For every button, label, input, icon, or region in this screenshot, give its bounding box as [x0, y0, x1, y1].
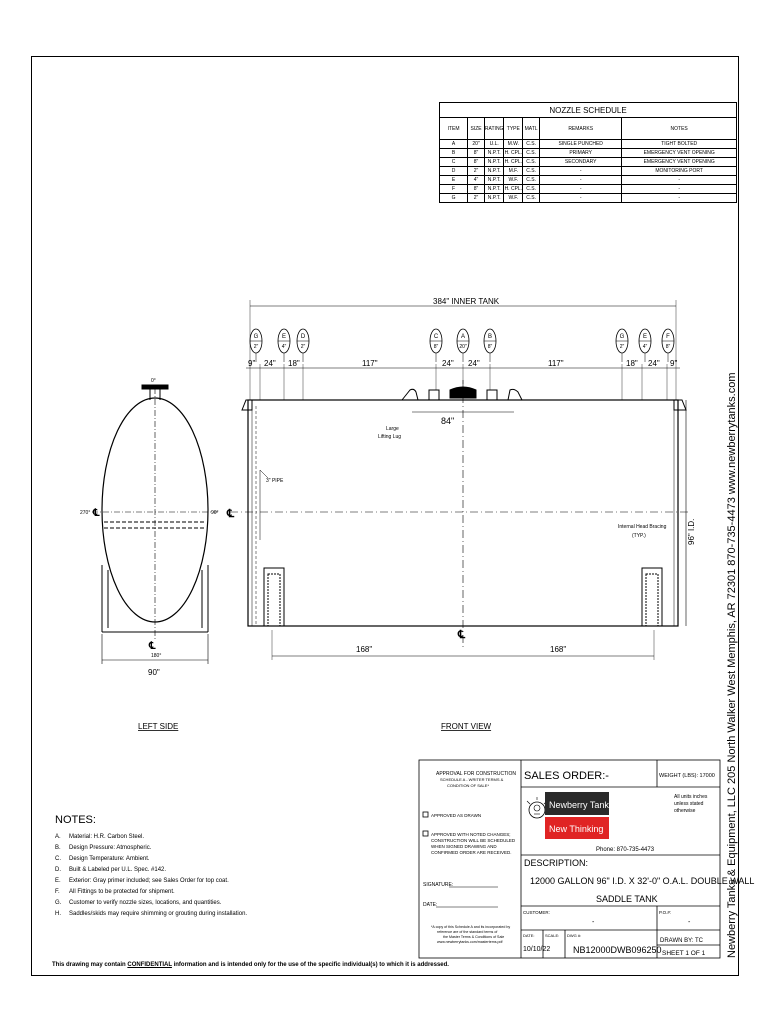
approved-with-notes-4: CONFIRMED ORDER ARE RECEIVED.	[431, 850, 512, 855]
units-note-3: otherwise	[674, 808, 696, 814]
nozzle-bubble-item: G	[619, 334, 625, 340]
nozzle-bubble-size: 8"	[433, 344, 439, 350]
lug-gap-dim: 84"	[441, 416, 455, 426]
nozzle-cell: -	[540, 185, 622, 194]
nozzle-bubbles	[250, 329, 674, 362]
brand-top-text: Newberry Tanks	[549, 800, 614, 810]
nozzle-cell: EMERGENCY VENT OPENING	[622, 149, 737, 158]
approved-as-drawn: APPROVED AS DRAWN	[431, 813, 482, 818]
nozzle-cell: EMERGENCY VENT OPENING	[622, 158, 737, 167]
front-centerline-bottom: ℄	[458, 629, 466, 641]
nozzle-bubble	[662, 329, 674, 362]
note-item	[55, 909, 415, 920]
nozzle-header-cell: TYPE	[504, 118, 523, 140]
lug-label-1: Large	[386, 426, 399, 432]
date-label: DATE:	[523, 933, 535, 938]
nozzle-cell: H. CPL.	[504, 186, 523, 192]
nozzle-cell: -	[622, 176, 737, 185]
newberry-logo	[527, 792, 614, 839]
nozzle-cell: B	[440, 149, 468, 158]
approved-with-notes-1: APPROVED WITH NOTED CHANGES;	[431, 832, 511, 837]
segment-dim: 18"	[626, 359, 638, 368]
confidential-notice: This drawing may contain CONFIDENTIAL information and is intended only for the use of the specific individual(s) to which it is addressed.	[52, 962, 449, 968]
nozzle-cell: A	[440, 140, 468, 149]
segment-dims	[248, 359, 677, 368]
note-text: Exterior: Gray primer included; see Sales Order for top coat.	[69, 878, 229, 884]
nozzle-bubble-item: D	[300, 334, 306, 340]
nozzle-cell: W.F.	[504, 194, 523, 203]
nozzle-bubble-size: 20"	[459, 344, 467, 350]
segment-dim: 117"	[362, 359, 378, 368]
side-deg-left: 270°	[80, 510, 91, 516]
segment-dim: 9"	[670, 359, 678, 368]
note-letter: H.	[55, 911, 61, 917]
nozzle-cell: C.S.	[523, 158, 540, 167]
description-line1: 12000 GALLON 96" I.D. X 32'-0" O.A.L. DOUBLE WALL	[530, 876, 755, 886]
front-view-label: FRONT VIEW	[441, 722, 492, 731]
nozzle-cell: C.S.	[523, 185, 540, 194]
side-centerline-left: ℄	[93, 508, 100, 519]
nozzle-cell: N.P.T.	[484, 167, 504, 176]
nozzle-cell: E	[440, 176, 468, 185]
side-centerline-bottom: ℄	[149, 641, 156, 652]
nozzle-cell: F	[440, 185, 468, 194]
customer-value: -	[592, 919, 595, 926]
footnote-3: the Master Terms & Conditions of Sale	[443, 935, 505, 939]
nozzle-bubble	[457, 329, 469, 362]
note-item	[55, 865, 415, 876]
nozzle-cell: 8"	[468, 158, 485, 167]
nozzle-cell: N.P.T.	[484, 158, 504, 167]
nozzle-cell: 2"	[468, 167, 485, 176]
nozzle-header-cell: NOTES	[622, 118, 737, 140]
nozzle-bubble-size: 2"	[619, 344, 625, 350]
side-width-dim: 90"	[148, 668, 160, 677]
note-letter: B.	[55, 845, 61, 851]
nozzle-schedule-title: NOZZLE SCHEDULE	[440, 103, 737, 118]
nozzle-bubble-item: F	[666, 334, 670, 340]
description-label: DESCRIPTION:	[524, 858, 589, 868]
description-line2: SADDLE TANK	[596, 894, 658, 904]
nozzle-cell: D	[440, 167, 468, 176]
nozzle-bubble	[639, 329, 651, 362]
left-side-label: LEFT SIDE	[138, 722, 179, 731]
nozzle-bubble-item: E	[281, 334, 287, 340]
nozzle-cell: SINGLE PUNCHED	[540, 140, 622, 149]
nozzle-cell: C	[440, 158, 468, 167]
overall-length-dim: 384" INNER TANK	[433, 297, 500, 306]
notes-title: NOTES:	[55, 814, 96, 826]
dwg-value: NB12000DWB096250	[573, 945, 662, 955]
company-side-text: Newberry Tanks & Equipment, LLC 205 North Walker West Memphis, AR 72301 870-735-4473 www.newberrytanks.com	[726, 372, 738, 958]
scale-label: SCALE:	[545, 933, 560, 938]
segment-dim: 9"	[248, 359, 256, 368]
nozzle-cell: 4"	[468, 176, 485, 185]
units-note-2: unless stated	[674, 801, 704, 807]
nozzle-header-cell: REMARKS	[540, 118, 622, 140]
nozzle-cell: M.W.	[504, 140, 523, 149]
nozzle-header-cell: MATL	[523, 118, 540, 140]
nozzle-bubble	[616, 329, 628, 362]
nozzle-cell: -	[540, 176, 622, 185]
nozzle-cell: N.P.T.	[484, 185, 504, 194]
nozzle-cell: TIGHT BOLTED	[622, 140, 737, 149]
note-text: Design Pressure: Atmospheric.	[69, 845, 152, 851]
note-letter: C.	[55, 856, 61, 862]
nozzle-bubble-size: 4"	[281, 344, 287, 350]
side-deg-right: 90°	[211, 510, 219, 516]
note-item	[55, 832, 415, 843]
nozzle-bubble	[250, 329, 262, 362]
note-item	[55, 854, 415, 865]
notes-section	[55, 814, 415, 920]
approval-title-3: CONDITION OF SALE*	[447, 783, 490, 788]
note-text: All Fittings to be protected for shipment.	[69, 889, 175, 895]
nozzle-bubble-size: 4"	[642, 344, 648, 350]
note-text: Material: H.R. Carbon Steel.	[69, 834, 145, 840]
side-deg-bottom: 180°	[151, 653, 162, 659]
units-note-1: All units inches	[674, 794, 708, 800]
nozzle-cell: 8"	[468, 185, 485, 194]
nozzle-cell: N.P.T.	[484, 176, 504, 185]
segment-dim: 24"	[648, 359, 660, 368]
left-side-view	[92, 385, 218, 664]
nozzle-cell: C.S.	[523, 176, 540, 185]
note-text: Built & Labeled per U.L. Spec. #142.	[69, 867, 167, 873]
bracing-label-2: (TYP.)	[632, 533, 646, 539]
nozzle-bubble-size: 8"	[665, 344, 671, 350]
segment-dim: 24"	[264, 359, 276, 368]
note-letter: G.	[55, 900, 62, 906]
approval-title-2: SCHEDULE A - WRITER TERMS &	[440, 777, 504, 782]
nozzle-bubble-item: C	[433, 334, 439, 340]
nozzle-cell: C.S.	[523, 140, 540, 149]
segment-dim: 24"	[468, 359, 480, 368]
side-deg-top: 0°	[151, 378, 156, 384]
nozzle-bubble-size: 8"	[487, 344, 493, 350]
saddle-dim-left: 168"	[356, 645, 373, 654]
customer-label: CUSTOMER:	[523, 910, 550, 915]
nozzle-bubble-item: A	[460, 334, 466, 340]
approved-with-notes-3: WHEN SIGNED DRAWING AND	[431, 844, 497, 849]
nozzle-cell: -	[622, 194, 737, 203]
footnote-2: reference are of the standard terms of	[437, 930, 498, 934]
nozzle-bubble	[484, 329, 496, 362]
note-letter: A.	[55, 834, 61, 840]
footnote-1: *A copy of this Schedule A and its incorporated by	[431, 925, 511, 929]
dwg-label: DWG #:	[567, 933, 582, 938]
note-text: Saddles/skids may require shimming or grouting during installation.	[69, 911, 248, 917]
nozzle-bubble-item: B	[487, 334, 493, 340]
nozzle-cell: -	[540, 167, 622, 176]
nozzle-cell: SECONDARY	[540, 158, 622, 167]
nozzle-cell: U.L.	[484, 140, 504, 149]
segment-dim: 18"	[288, 359, 300, 368]
nozzle-bubble	[278, 329, 290, 362]
note-letter: D.	[55, 867, 61, 873]
drawn-by: DRAWN BY: TC	[660, 938, 704, 944]
nozzle-cell: PRIMARY	[540, 149, 622, 158]
nozzle-cell: MONITORING PORT	[622, 167, 737, 176]
nozzle-header-cell: SIZE	[468, 118, 485, 140]
nozzle-header-cell: ITEM	[440, 118, 468, 140]
note-letter: F.	[55, 889, 60, 895]
signature-label: SIGNATURE:	[423, 882, 454, 888]
weight: WEIGHT (LBS): 17000	[659, 773, 715, 779]
nozzle-bubble-size: 2"	[300, 344, 306, 350]
brand-bottom-text: New Thinking	[549, 824, 604, 834]
nozzle-bubble-size: 2"	[253, 344, 259, 350]
notes-list	[55, 832, 415, 920]
segment-dim: 24"	[442, 359, 454, 368]
id-dim: 96" I.D.	[687, 518, 696, 545]
approval-title-1: APPROVAL FOR CONSTRUCTION	[436, 771, 517, 777]
note-item	[55, 876, 415, 887]
front-view	[230, 300, 690, 660]
nozzle-cell: 2"	[468, 194, 485, 203]
nozzle-cell: C.S.	[523, 149, 540, 158]
segment-dim: 117"	[548, 359, 564, 368]
nozzle-cell: -	[540, 194, 622, 203]
sheet-number: SHEET 1 OF 1	[662, 950, 706, 957]
front-centerline-left: ℄	[227, 508, 235, 520]
nozzle-bubble	[430, 329, 442, 362]
nozzle-cell: W.F.	[504, 176, 523, 185]
nozzle-bubble-item: E	[642, 334, 648, 340]
nozzle-cell: C.S.	[523, 194, 540, 203]
saddle-dim-right: 168"	[550, 645, 567, 654]
note-text: Design Temperature: Ambient.	[69, 856, 150, 862]
note-text: Customer to verify nozzle sizes, locations, and quantities.	[69, 900, 222, 906]
note-item	[55, 898, 415, 909]
nozzle-cell: -	[622, 185, 737, 194]
nozzle-cell: N.P.T.	[484, 149, 504, 158]
nozzle-cell: 20"	[468, 140, 485, 149]
nozzle-cell: C.S.	[523, 167, 540, 176]
approved-with-notes-2: CONSTRUCTION WILL BE SCHEDULED	[431, 838, 516, 843]
note-item	[55, 843, 415, 854]
po-label: P.O.#:	[659, 910, 672, 915]
nozzle-cell: 8"	[468, 149, 485, 158]
nozzle-cell: N.P.T.	[484, 194, 504, 203]
note-letter: E.	[55, 878, 61, 884]
date-value: 10/10/22	[523, 946, 551, 953]
pipe-label: 3" PIPE	[266, 478, 284, 484]
nozzle-cell: H. CPL.	[504, 159, 523, 165]
phone: Phone: 870-735-4473	[596, 847, 655, 853]
sales-order: SALES ORDER:-	[524, 770, 609, 782]
nozzle-cell: H. CPL.	[504, 150, 523, 156]
lug-label-2: Lifting Lug	[378, 434, 402, 440]
nozzle-cell: G	[440, 194, 468, 203]
po-value: -	[688, 919, 691, 926]
footnote-4: www.newberrytanks.com/mastertems.pdf	[437, 940, 503, 944]
date-sign-label: DATE:	[423, 902, 438, 908]
nozzle-header-cell: RATING	[484, 118, 504, 140]
note-item	[55, 887, 415, 898]
nozzle-bubble	[297, 329, 309, 362]
bracing-label-1: Internal Head Bracing	[618, 524, 667, 530]
nozzle-bubble-item: G	[253, 334, 259, 340]
nozzle-cell: M.F.	[504, 167, 523, 176]
